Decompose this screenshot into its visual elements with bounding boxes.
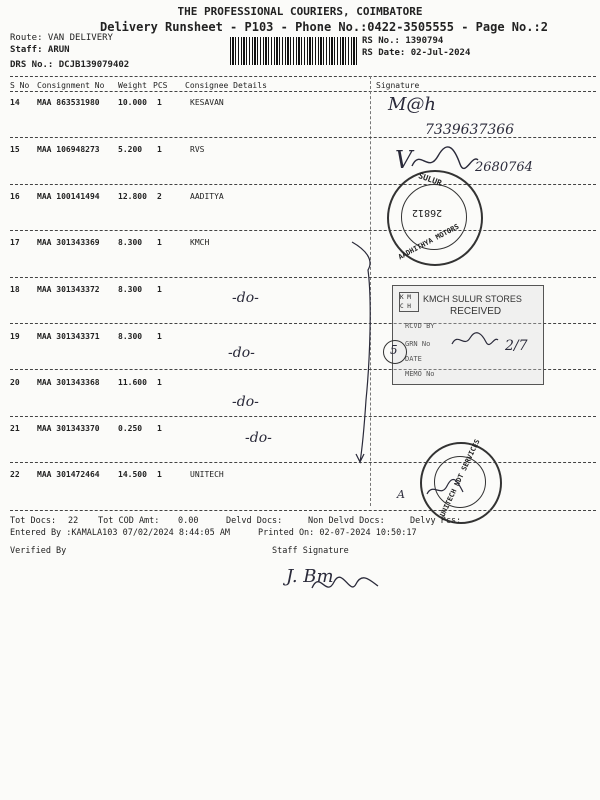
row-sno: 17 <box>10 238 20 247</box>
tot-cod-value: 0.00 <box>178 516 199 526</box>
table-header-rule <box>10 91 596 92</box>
kmch-signature-scribble <box>450 330 500 350</box>
non-delvd-docs-label: Non Delvd Docs: <box>308 516 385 526</box>
printed-on: Printed On: 02-07-2024 10:50:17 <box>258 528 417 538</box>
phone-row14: 7339637366 <box>425 122 515 138</box>
signature-row14: M@h <box>388 94 437 115</box>
row-pcs: 1 <box>157 238 162 247</box>
row-consignment: MAA 100141494 <box>37 192 100 201</box>
kmch-rcvd-by: RCVD BY <box>405 322 435 330</box>
unitech-signature-scribble <box>425 478 465 500</box>
row-pcs: 1 <box>157 470 162 479</box>
row-consignment: MAA 301343369 <box>37 238 100 247</box>
row-weight: 8.300 <box>118 332 143 341</box>
col-sno: S No <box>10 81 30 90</box>
company-name: THE PROFESSIONAL COURIERS, COIMBATORE <box>177 5 423 18</box>
kmch-logo-c: C <box>400 303 404 310</box>
row-pcs: 1 <box>157 424 162 433</box>
row-consignment: MAA 301343372 <box>37 285 100 294</box>
staff-signature-scribble <box>310 570 380 600</box>
col-pcs: PCS <box>153 81 168 90</box>
row-sno: 16 <box>10 192 20 201</box>
row-consignment: MAA 863531980 <box>37 98 100 107</box>
kmch-memo: MEMO No <box>405 370 435 378</box>
table-top-rule <box>10 76 596 77</box>
row-sno: 15 <box>10 145 20 154</box>
row-weight: 8.300 <box>118 238 143 247</box>
row-consignee: KMCH <box>190 238 210 247</box>
row-sno: 20 <box>10 378 20 387</box>
aadhithya-stamp-top: SULUR <box>417 171 443 188</box>
ditto-row20: -do- <box>232 394 259 410</box>
signature-row15: V <box>395 146 413 174</box>
row-pcs: 1 <box>157 98 162 107</box>
row-consignee: KESAVAN <box>190 98 224 107</box>
row-consignment: MAA 301472464 <box>37 470 100 479</box>
row-sno: 18 <box>10 285 20 294</box>
kmch-grn: GRN No <box>405 340 431 348</box>
col-weight: Weight <box>118 81 147 90</box>
row-pcs: 1 <box>157 378 162 387</box>
delvy-pcs-label: Delvy Pcs: <box>410 516 462 526</box>
kmch-date: DATE <box>405 355 422 363</box>
row-consignment: MAA 301343368 <box>37 378 100 387</box>
staff-label: Staff: ARUN <box>10 45 70 55</box>
ditto-row21: -do- <box>245 430 272 446</box>
row-sno: 14 <box>10 98 20 107</box>
row-divider <box>10 277 596 278</box>
tot-docs-label: Tot Docs: <box>10 516 57 526</box>
drs-number: DRS No.: DCJB139079402 <box>10 60 130 70</box>
row-weight: 14.500 <box>118 470 147 479</box>
verified-by-label: Verified By <box>10 546 67 556</box>
row-weight: 12.800 <box>118 192 147 201</box>
rs-number: RS No.: 1390794 <box>362 36 444 46</box>
row-weight: 8.300 <box>118 285 143 294</box>
row-weight: 5.200 <box>118 145 143 154</box>
footer-rule <box>10 510 596 511</box>
kmch-logo-h: H <box>407 303 411 310</box>
kmch-handwritten-date: 2/7 <box>505 338 528 354</box>
rs-date: RS Date: 02-Jul-2024 <box>362 48 471 58</box>
staff-signature-label: Staff Signature <box>272 546 349 556</box>
tot-cod-label: Tot COD Amt: <box>98 516 160 526</box>
row-weight: 0.250 <box>118 424 143 433</box>
row-divider <box>10 230 596 231</box>
row-divider <box>10 462 596 463</box>
row-pcs: 1 <box>157 145 162 154</box>
row-divider <box>10 184 596 185</box>
route-label: Route: VAN DELIVERY <box>10 33 113 43</box>
entered-by: Entered By :KAMALA103 07/02/2024 8:44:05 AM <box>10 528 231 538</box>
row-sno: 19 <box>10 332 20 341</box>
row-consignment: MAA 301343370 <box>37 424 100 433</box>
kmch-logo-m: M <box>407 294 411 301</box>
row-consignee: AADITYA <box>190 192 224 201</box>
row-weight: 11.600 <box>118 378 147 387</box>
kmch-stamp-title: KMCH SULUR STORES <box>423 294 522 304</box>
grouping-bracket <box>350 240 380 470</box>
row-pcs: 2 <box>157 192 162 201</box>
aadhithya-stamp-number: 26812 <box>412 207 443 218</box>
unitech-stamp-text: UNITECH NDT SERVICES <box>438 438 482 518</box>
row-divider <box>10 416 596 417</box>
row-pcs: 1 <box>157 332 162 341</box>
phone-row15: 2680764 <box>475 160 533 175</box>
col-signature: Signature <box>376 81 420 90</box>
drs-barcode <box>230 37 357 65</box>
aadhithya-stamp-text: AADHITHYA MOTORS <box>397 222 461 262</box>
kmch-logo <box>399 292 419 312</box>
row-weight: 10.000 <box>118 98 147 107</box>
row-consignee: RVS <box>190 145 205 154</box>
runsheet-title: Delivery Runsheet - P103 - Phone No.:0422-3505555 - Page No.:2 <box>100 20 548 34</box>
col-consignment: Consignment No <box>37 81 105 90</box>
row-consignee: UNITECH <box>190 470 224 479</box>
row-consignment: MAA 301343371 <box>37 332 100 341</box>
ditto-row18: -do- <box>232 290 259 306</box>
row-consignment: MAA 106948273 <box>37 145 100 154</box>
kmch-logo-k: K <box>400 294 404 301</box>
kmch-note: 5 <box>390 343 398 357</box>
kmch-stamp-received: RECEIVED <box>450 306 502 317</box>
delvd-docs-label: Delvd Docs: <box>226 516 283 526</box>
ditto-row19: -do- <box>228 345 255 361</box>
col-consignee: Consignee Details <box>185 81 267 90</box>
row-sno: 21 <box>10 424 20 433</box>
tot-docs-value: 22 <box>68 516 79 526</box>
staff-signature: J. Bm <box>286 566 334 587</box>
unitech-marker: A <box>397 488 405 501</box>
row-sno: 22 <box>10 470 20 479</box>
row-pcs: 1 <box>157 285 162 294</box>
